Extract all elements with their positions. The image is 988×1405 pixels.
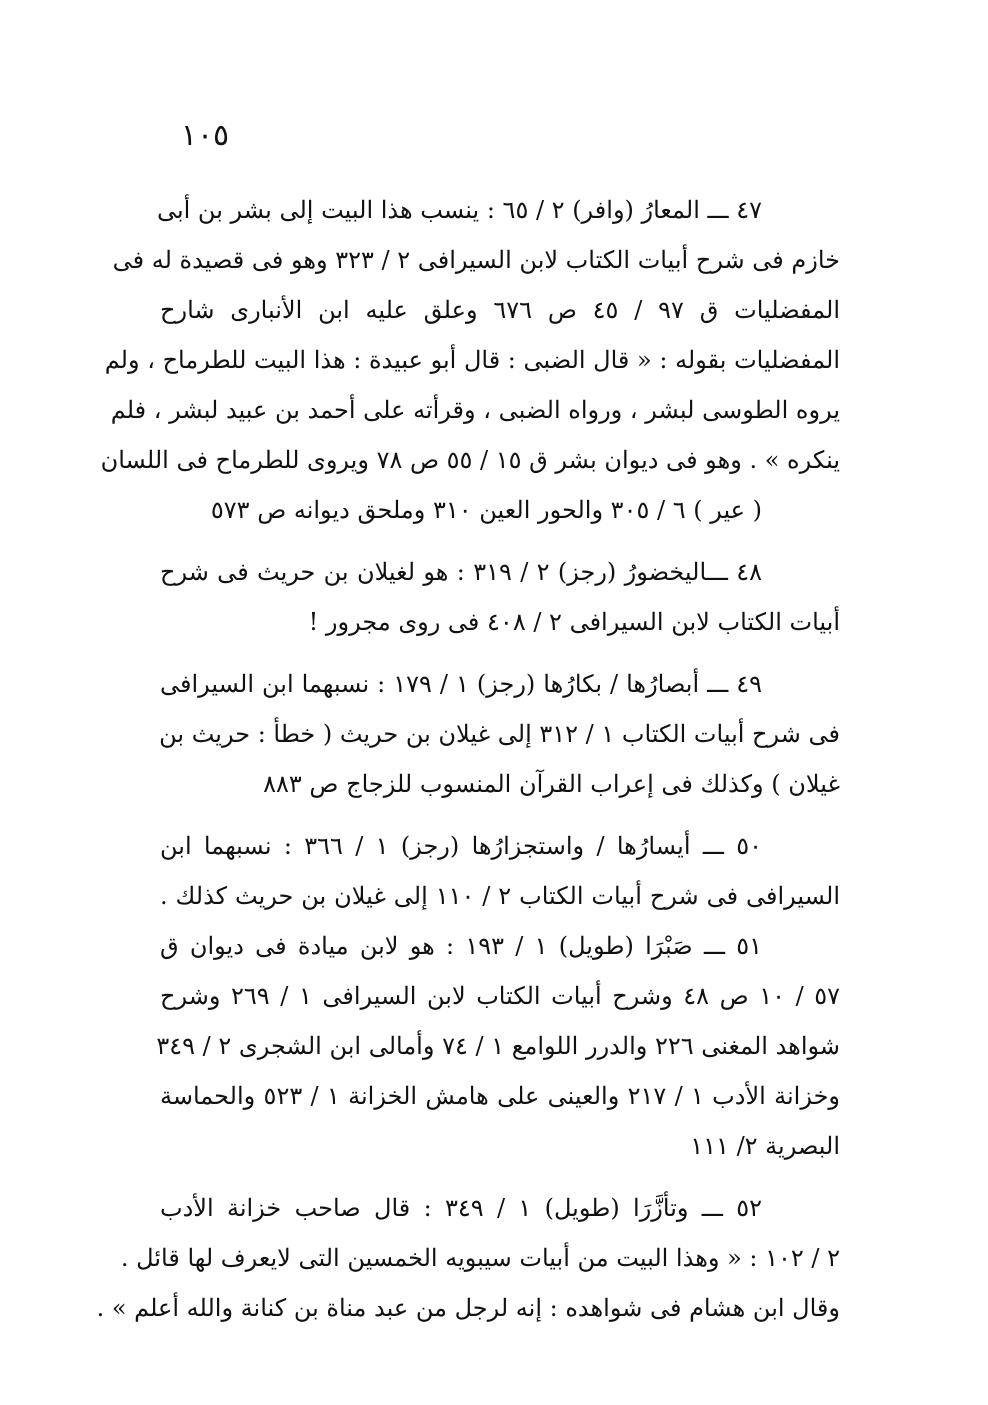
entry-50-51 [156,821,841,1171]
entry-line: يروه الطوسى لبشر ، ورواه الضبى ، وقرأته على أحمد بن عبيد لبشر ، فلم [110,396,840,424]
entry-line: البصرية ٢/ ١١١ [690,1132,840,1160]
entry-52 [96,1183,840,1333]
entry-47 [100,185,841,535]
entry-line: شواهد المغنى ٢٢٦ والدرر اللوامع ١ / ٧٤ وأمالى ابن الشجرى ٢ / ٣٤٩ [156,1032,840,1060]
entry-line: السيرافى فى شرح أبيات الكتاب ٢ / ١١٠ إلى غيلان بن حريث كذلك . [160,882,840,910]
entry-line: ٥٢ ـــ وتأزَّرَا (طويل) ١ / ٣٤٩ : قال صاحب خزانة الأدب [160,1194,763,1222]
entry-line: ٢ / ١٠٢ : « وهذا البيت من أبيات سيبويه الخمسين التى لايعرف لها قائل . [120,1244,840,1272]
entry-line: ( عير ) ٦ / ٣٠٥ والحور العين ٣١٠ وملحق ديوانه ص ٥٧٣ [210,496,762,524]
entry-49 [160,659,840,809]
footnote-entries [96,185,841,1345]
entry-line: أبيات الكتاب لابن السيرافى ٢ / ٤٠٨ فى روى مجرور ! [308,608,840,636]
entry-48 [160,547,840,647]
entry-line: ٥٠ ـــ أيسارُها / واستجزارُها (رجز) ١ / ٣٦٦ : نسبهما ابن [160,832,763,860]
entry-line: ٤٧ ـــ المعارُ (وافر) ٢ / ٦٥ : ينسب هذا البيت إلى بشر بن أبى [156,196,762,224]
entry-line: ٥٧ / ١٠ ص ٤٨ وشرح أبيات الكتاب لابن السيرافى ١ / ٢٦٩ وشرح [160,982,841,1010]
entry-line: فى شرح أبيات الكتاب ١ / ٣١٢ إلى غيلان بن حريث ( خطأ : حريث بن [159,720,840,748]
entry-line: وخزانة الأدب ١ / ٢١٧ والعينى على هامش الخزانة ١ / ٥٢٣ والحماسة [160,1082,841,1110]
entry-line: المفضليات ق ٩٧ / ٤٥ ص ٦٧٦ وعلق عليه ابن الأنبارى شارح [160,296,841,324]
page-number: ١٠٥ [180,118,230,153]
entry-line: وقال ابن هشام فى شواهده : إنه لرجل من عبد مناة بن كنانة والله أعلم » . [96,1294,840,1322]
entry-line: ٤٩ ـــ أبصارُها / بكارُها (رجز) ١ / ١٧٩ : نسبهما ابن السيرافى [160,670,763,698]
entry-line: غيلان ) وكذلك فى إعراب القرآن المنسوب للزجاج ص ٨٨٣ [263,770,840,798]
entry-line: ٤٨ ـــاليخضورُ (رجز) ٢ / ٣١٩ : هو لغيلان بن حريث فى شرح [160,558,762,586]
entry-line: خازم فى شرح أبيات الكتاب لابن السيرافى ٢ / ٣٢٣ وهو فى قصيدة له فى [112,246,840,274]
entry-line: ينكره » . وهو فى ديوان بشر ق ١٥ / ٥٥ ص ٧٨ ويروى للطرماح فى اللسان [100,446,840,474]
entry-line: ٥١ ـــ صَبْرَا (طويل) ١ / ١٩٣ : هو لابن ميادة فى ديوان ق [160,932,763,960]
entry-line: المفضليات بقوله : « قال الضبى : قال أبو عبيدة : هذا البيت للطرماح ، ولم [104,346,840,374]
